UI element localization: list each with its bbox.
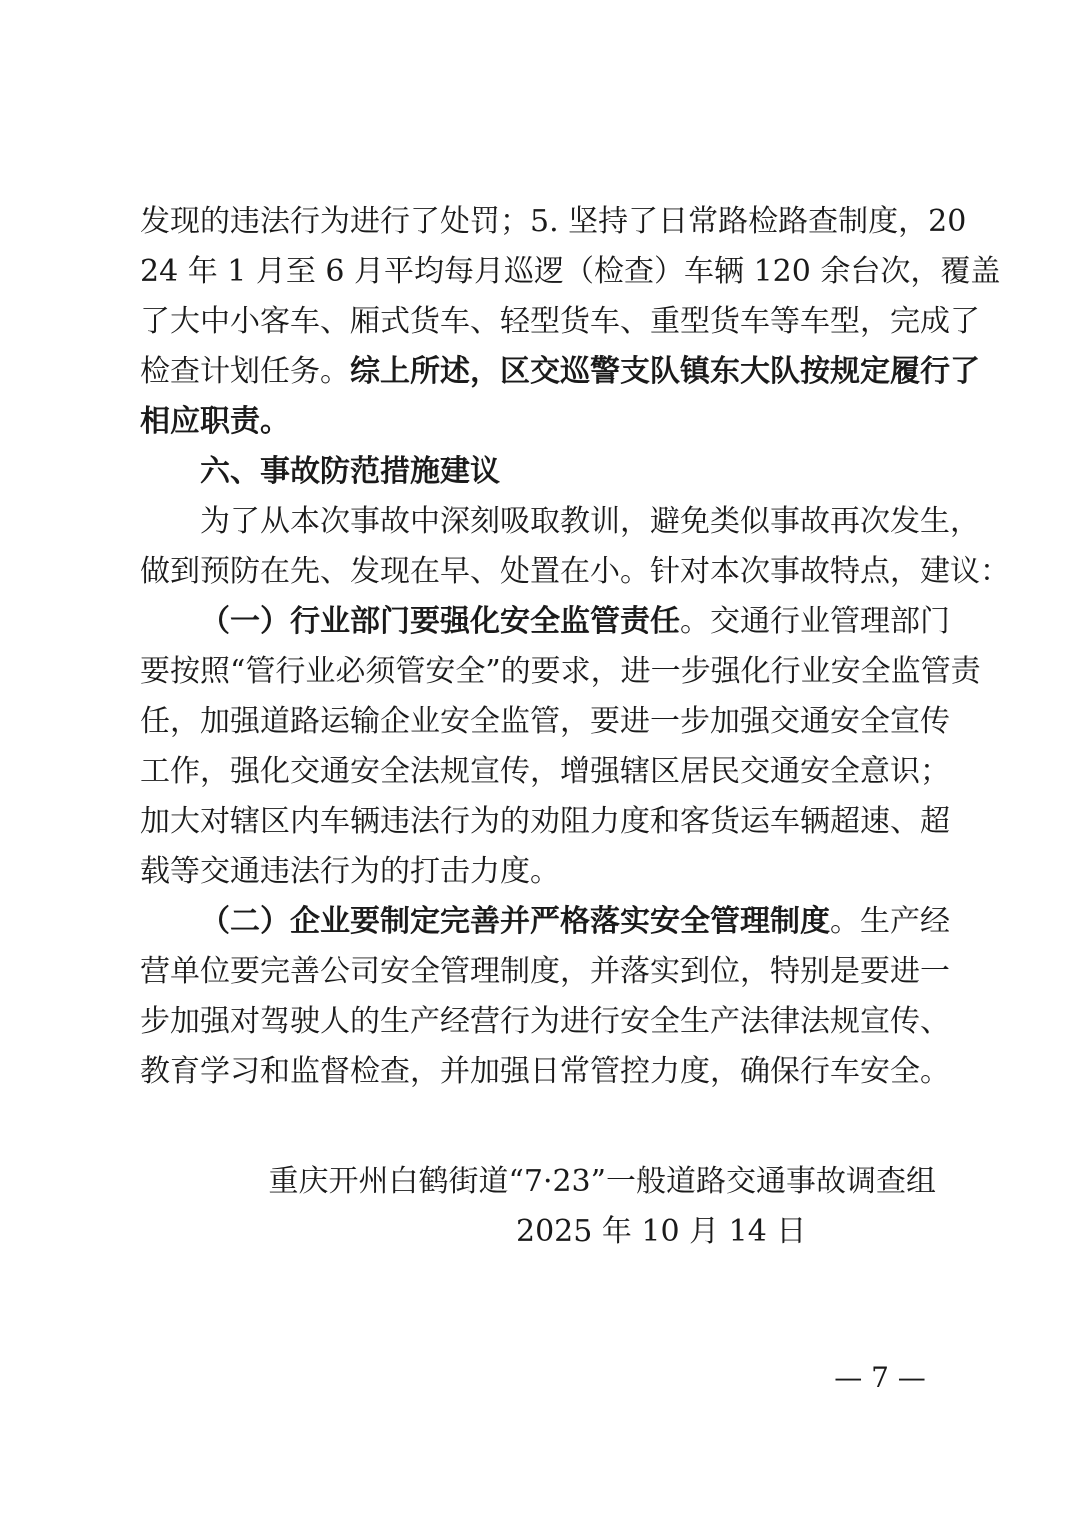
section-heading: 六、事故防范措施建议 [200,454,500,489]
para3-line2: 要按照“管行业必须管安全”的要求，进一步强化行业安全监管责 [140,654,981,689]
para1-line4-plain: 检查计划任务。 [140,354,350,389]
para4-line2: 营单位要完善公司安全管理制度，并落实到位，特别是要进一 [140,954,950,989]
para4-line3: 步加强对驾驶人的生产经营行为进行安全生产法律法规宣传、 [140,1004,950,1039]
para4-line4: 教育学习和监督检查，并加强日常管控力度，确保行车安全。 [140,1054,950,1089]
para3-line5: 加大对辖区内车辆违法行为的劝阻力度和客货运车辆超速、超 [140,804,950,839]
para3-line1-rest: 。交通行业管理部门 [680,604,950,639]
page-number: — 7 — [834,1361,926,1394]
signature-org: 重庆开州白鹤街道“7·23”一般道路交通事故调查组 [268,1164,936,1199]
para4-line1 [200,902,950,942]
para4-line1-rest: 。生产经 [830,904,950,939]
para1-line4 [140,352,980,392]
para1-line1: 发现的违法行为进行了处罚；5. 坚持了日常路检路查制度，20 [140,204,967,239]
para1-conclusion-bold: 综上所述，区交巡警支队镇东大队按规定履行了 [350,354,980,389]
para1-line5: 相应职责。 [140,404,290,439]
para3-lead-bold: （一）行业部门要强化安全监管责任 [200,604,680,639]
para3-line1 [200,602,950,642]
para3-line3: 任，加强道路运输企业安全监管，要进一步加强交通安全宣传 [140,704,950,739]
para1-line3: 了大中小客车、厢式货车、轻型货车、重型货车等车型，完成了 [140,304,980,339]
para2-line1: 为了从本次事故中深刻吸取教训，避免类似事故再次发生， [200,504,980,539]
para1-line2: 24 年 1 月至 6 月平均每月巡逻（检查）车辆 120 余台次，覆盖 [140,254,1001,289]
para3-line4: 工作，强化交通安全法规宣传，增强辖区居民交通安全意识； [140,754,950,789]
signature-date: 2025 年 10 月 14 日 [516,1214,807,1249]
para2-line2: 做到预防在先、发现在早、处置在小。针对本次事故特点，建议： [140,554,1010,589]
para4-lead-bold: （二）企业要制定完善并严格落实安全管理制度 [200,904,830,939]
para3-line6: 载等交通违法行为的打击力度。 [140,854,560,889]
